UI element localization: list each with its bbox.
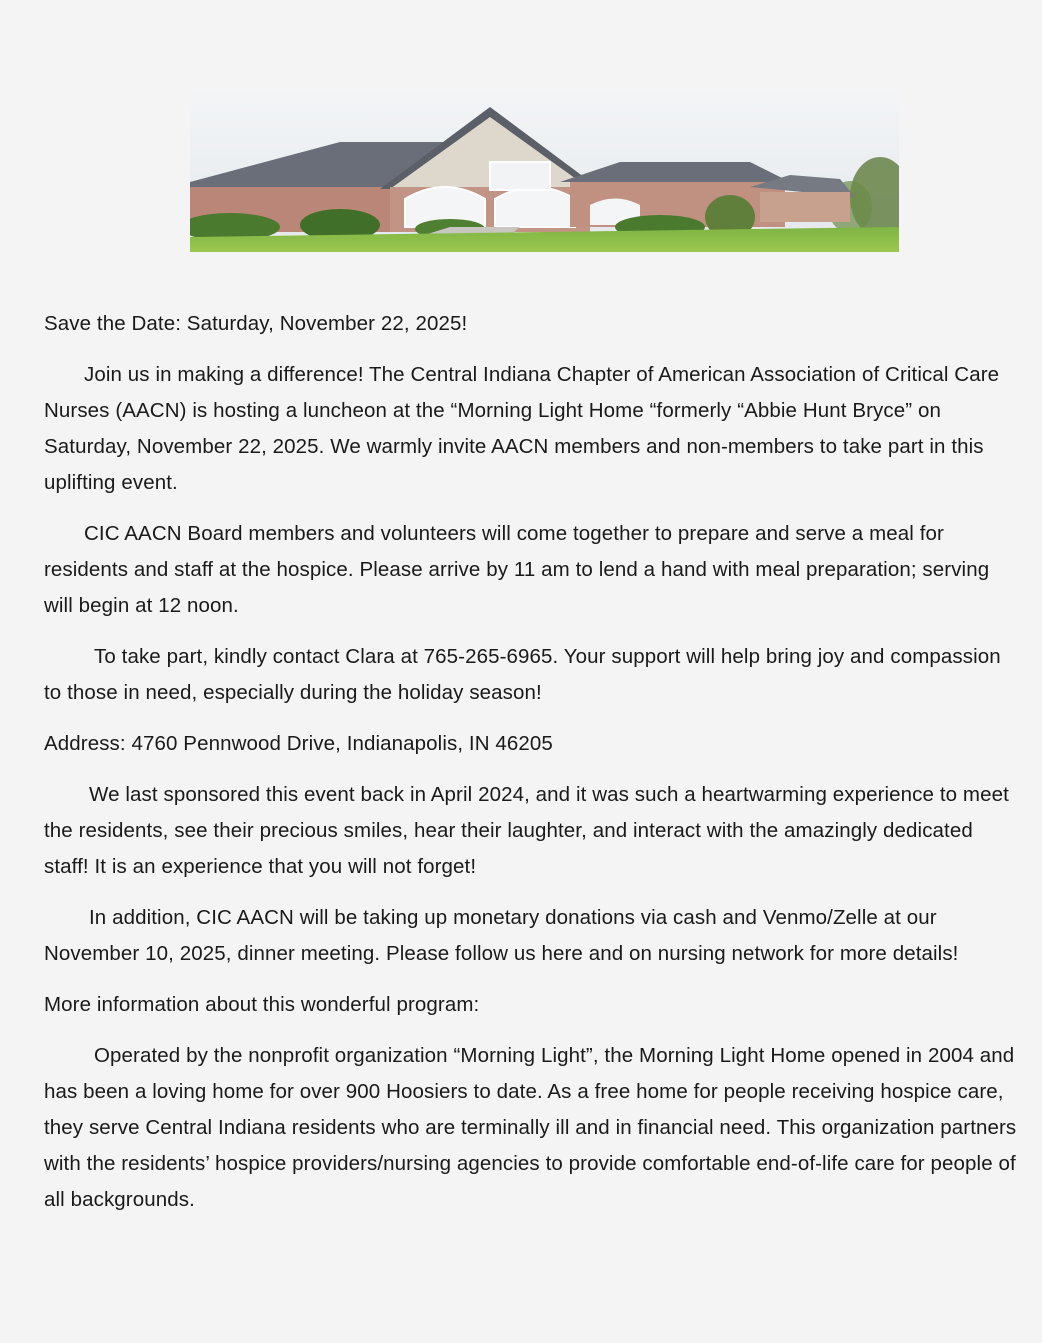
volunteer-paragraph: CIC AACN Board members and volunteers will come together to prepare and serve a meal for residents and staff at the hospice. Please arrive by 11 am to lend a hand with meal preparation; serving will begin at 12 noon. xyxy=(44,522,990,617)
intro-paragraph: Join us in making a difference! The Central Indiana Chapter of American Association of Critical Care Nurses (AACN) is hosting a luncheon at the “Morning Light Home “formerly “Abbie Hunt Bryce” on Saturday, November 22, 2025. We warmly invite AACN members and non-members to take part in this uplifting event. xyxy=(44,363,1000,494)
building-photo xyxy=(190,87,899,252)
save-the-date: Save the Date: Saturday, November 22, 2025! xyxy=(44,312,468,335)
building-illustration xyxy=(190,87,899,252)
program-paragraph: Operated by the nonprofit organization “Morning Light”, the Morning Light Home opened in 2004 and has been a loving home for over 900 Hoosiers to date. As a free home for people receiving hospice care, they serve Central Indiana residents who are terminally ill and in financial need. This organization partners with the residents’ hospice providers/nursing agencies to provide comfortable end-of-life care for people of all backgrounds. xyxy=(44,1044,1017,1211)
history-paragraph: We last sponsored this event back in April 2024, and it was such a heartwarming experience to meet the residents, see their precious smiles, hear their laughter, and interact with the amazingly dedicated staff! It is an experience that you will not forget! xyxy=(44,783,1009,878)
contact-paragraph: To take part, kindly contact Clara at 765-265-6965. Your support will help bring joy and compassion to those in need, especially during the holiday season! xyxy=(44,645,1001,704)
letter-body xyxy=(44,306,1019,1233)
donations-paragraph: In addition, CIC AACN will be taking up monetary donations via cash and Venmo/Zelle at our November 10, 2025, dinner meeting. Please follow us here and on nursing network for more details! xyxy=(44,906,959,965)
more-info-heading: More information about this wonderful program: xyxy=(44,993,480,1016)
address-line: Address: 4760 Pennwood Drive, Indianapolis, IN 46205 xyxy=(44,732,553,755)
